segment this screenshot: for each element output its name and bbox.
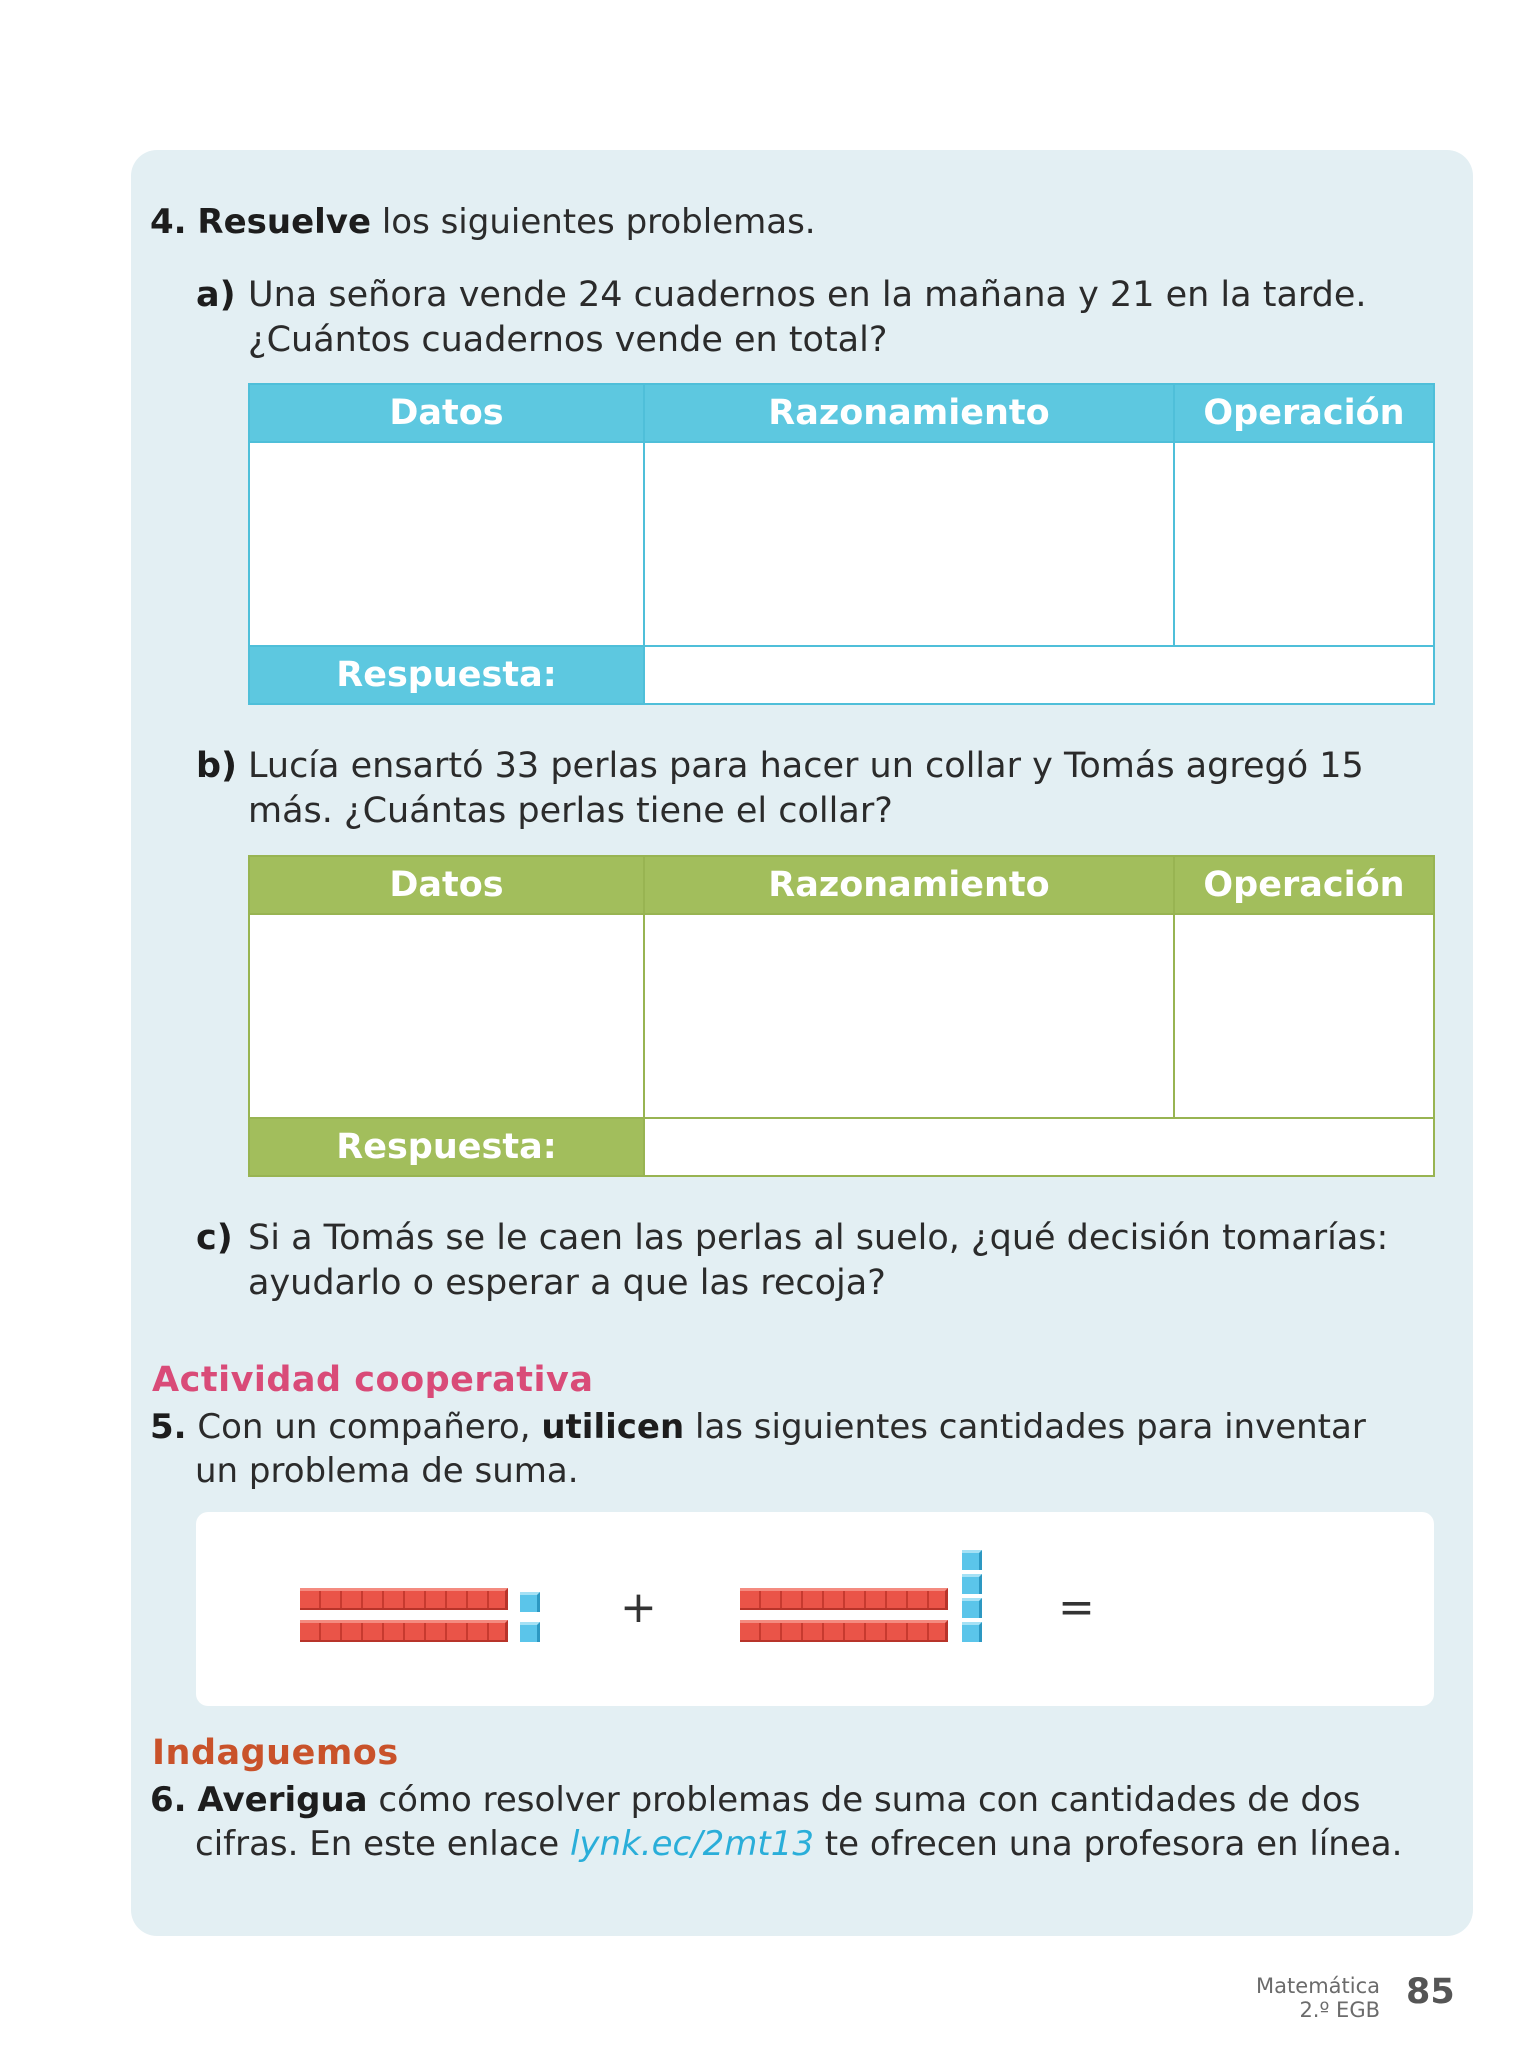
- operacion-cell[interactable]: [1174, 914, 1434, 1118]
- footer-subject: Matemática: [1256, 1974, 1380, 1998]
- problem-b-table: [248, 855, 1435, 1177]
- instruction-verb: utilicen: [541, 1407, 685, 1447]
- problem-b-line1: Lucía ensartó 33 perlas para hacer un collar y Tomás agregó 15: [248, 746, 1364, 786]
- problem-b: [196, 744, 1364, 834]
- instruction-line2: un problema de suma.: [195, 1451, 579, 1491]
- problem-a-line2: ¿Cuántos cuadernos vende en total?: [248, 320, 888, 360]
- header-operacion: Operación: [1174, 384, 1434, 442]
- base-ten-blocks-card: [196, 1512, 1434, 1706]
- problem-a-table: [248, 383, 1435, 705]
- unit-cube: [962, 1550, 982, 1570]
- plus-sign: +: [620, 1582, 657, 1633]
- instruction-verb: Resuelve: [197, 202, 372, 242]
- exercise-4-instruction: [150, 200, 816, 244]
- problem-label: c): [196, 1218, 233, 1258]
- footer-book-info: [1190, 1974, 1380, 2022]
- instruction-text: Con un compañero,: [186, 1407, 542, 1447]
- datos-cell[interactable]: [249, 442, 644, 646]
- instruction-text: te ofrecen una profesora en línea.: [813, 1824, 1403, 1864]
- answer-cell[interactable]: [644, 1118, 1434, 1176]
- instruction-text: cifras. En este enlace: [195, 1824, 570, 1864]
- problem-c: [196, 1216, 1388, 1306]
- unit-cube: [962, 1598, 982, 1618]
- exercise-number: 4.: [150, 202, 187, 242]
- ten-rod: [740, 1620, 948, 1642]
- problem-a: [196, 273, 1367, 363]
- ten-rod: [300, 1620, 508, 1642]
- unit-cube: [962, 1574, 982, 1594]
- footer-grade: 2.º EGB: [1299, 1998, 1380, 2022]
- section-heading-cooperativa: Actividad cooperativa: [152, 1360, 594, 1400]
- instruction-text: las siguientes cantidades para inventar: [684, 1407, 1366, 1447]
- unit-cube: [520, 1622, 540, 1642]
- instruction-text: los siguientes problemas.: [371, 202, 816, 242]
- instruction-text: cómo resolver problemas de suma con cantidades de dos: [367, 1780, 1361, 1820]
- problem-label: b): [196, 746, 238, 786]
- exercise-5-instruction: [150, 1405, 1366, 1493]
- page-number: 85: [1406, 1972, 1455, 2012]
- problem-a-line1: Una señora vende 24 cuadernos en la mañana y 21 en la tarde.: [248, 275, 1367, 315]
- section-heading-indaguemos: Indaguemos: [152, 1733, 399, 1773]
- header-razonamiento: Razonamiento: [644, 384, 1174, 442]
- exercise-number: 6.: [150, 1780, 187, 1820]
- exercise-6-instruction: [150, 1778, 1402, 1866]
- answer-cell[interactable]: [644, 646, 1434, 704]
- problem-c-line1: Si a Tomás se le caen las perlas al suelo, ¿qué decisión tomarías:: [248, 1218, 1389, 1258]
- razonamiento-cell[interactable]: [644, 442, 1174, 646]
- datos-cell[interactable]: [249, 914, 644, 1118]
- operacion-cell[interactable]: [1174, 442, 1434, 646]
- problem-c-line2: ayudarlo o esperar a que las recoja?: [248, 1263, 886, 1303]
- header-datos: Datos: [249, 856, 644, 914]
- problem-b-line2: más. ¿Cuántas perlas tiene el collar?: [248, 791, 893, 831]
- ten-rod: [740, 1588, 948, 1610]
- ten-rod: [300, 1588, 508, 1610]
- unit-cube: [520, 1592, 540, 1612]
- header-razonamiento: Razonamiento: [644, 856, 1174, 914]
- problem-label: a): [196, 275, 236, 315]
- header-datos: Datos: [249, 384, 644, 442]
- answer-label: Respuesta:: [249, 646, 644, 704]
- equals-sign: =: [1058, 1582, 1095, 1633]
- online-lesson-link[interactable]: lynk.ec/2mt13: [569, 1824, 814, 1864]
- unit-cube: [962, 1622, 982, 1642]
- exercise-number: 5.: [150, 1407, 187, 1447]
- razonamiento-cell[interactable]: [644, 914, 1174, 1118]
- instruction-verb: Averigua: [197, 1780, 368, 1820]
- header-operacion: Operación: [1174, 856, 1434, 914]
- answer-label: Respuesta:: [249, 1118, 644, 1176]
